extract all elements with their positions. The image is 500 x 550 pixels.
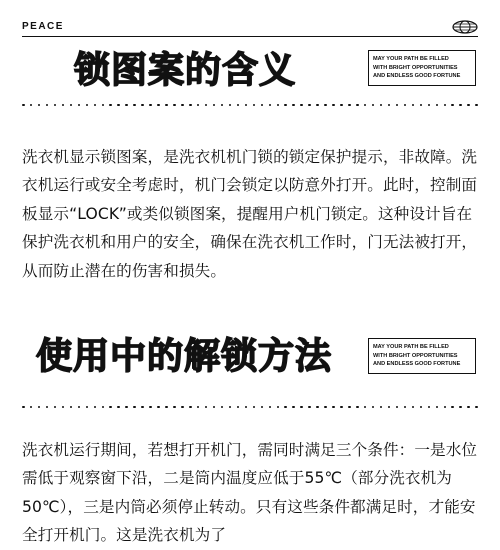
- divider-dot: [109, 406, 112, 409]
- divider-dot: [300, 104, 303, 107]
- divider-dot: [181, 406, 184, 409]
- divider-dot: [133, 406, 136, 409]
- divider-dot: [141, 406, 144, 409]
- divider-dot: [253, 406, 256, 409]
- divider-dot: [412, 104, 415, 107]
- divider-dot: [372, 406, 375, 409]
- divider-dot: [229, 104, 232, 107]
- divider-dot: [467, 104, 470, 107]
- divider-dot: [396, 104, 399, 107]
- top-bar: [22, 20, 478, 36]
- divider-dot: [197, 406, 200, 409]
- divider-dot: [364, 104, 367, 107]
- divider-dot: [308, 406, 311, 409]
- divider-dot: [78, 406, 81, 409]
- divider-dot: [86, 406, 89, 409]
- divider-dot: [30, 406, 33, 409]
- unlock-method-paragraph: 洗衣机运行期间，若想打开机门，需同时满足三个条件：一是水位需低于观察窗下沿，二是筒内温度应低于55℃（部分洗衣机为50℃），三是内筒必须停止转动。只有这些条件都满足时，才能安全打开机门。这是洗衣机为了: [22, 441, 478, 545]
- divider-dot: [459, 104, 462, 107]
- divider-dot: [109, 104, 112, 107]
- divider-dot: [213, 104, 216, 107]
- divider-dot: [332, 406, 335, 409]
- divider-dot: [348, 406, 351, 409]
- divider-dot: [261, 104, 264, 107]
- divider-dot: [436, 406, 439, 409]
- divider-dot: [467, 406, 470, 409]
- divider-dot: [316, 406, 319, 409]
- divider-dot: [62, 104, 65, 107]
- divider-dot: [356, 406, 359, 409]
- divider-dot: [237, 104, 240, 107]
- divider-dot: [102, 406, 105, 409]
- divider-dot: [173, 406, 176, 409]
- divider-dot: [428, 406, 431, 409]
- divider-dot: [78, 104, 81, 107]
- divider-dot: [245, 104, 248, 107]
- divider-dot: [165, 104, 168, 107]
- divider-dot: [364, 406, 367, 409]
- globe-icon: [452, 20, 478, 34]
- divider-dot: [221, 406, 224, 409]
- divider-dot: [141, 104, 144, 107]
- divider-dot: [356, 104, 359, 107]
- divider-dot: [340, 104, 343, 107]
- dotted-divider: [22, 103, 478, 107]
- divider-dot: [475, 406, 478, 409]
- divider-dot: [436, 104, 439, 107]
- divider-dot: [380, 104, 383, 107]
- divider-dot: [125, 104, 128, 107]
- divider-dot: [133, 104, 136, 107]
- divider-dot: [149, 406, 152, 409]
- divider-dot: [22, 104, 25, 107]
- divider-dot: [388, 406, 391, 409]
- section-title-lock-meaning: 锁图案的含义: [74, 50, 297, 91]
- divider-dot: [221, 104, 224, 107]
- motto-box: MAY YOUR PATH BE FILLED WITH BRIGHT OPPORTUNITIES AND ENDLESS GOOD FORTUNE: [368, 338, 476, 374]
- divider-dot: [54, 104, 57, 107]
- divider-dot: [70, 104, 73, 107]
- divider-dot: [475, 104, 478, 107]
- divider-dot: [284, 104, 287, 107]
- divider-dot: [459, 406, 462, 409]
- divider-dot: [324, 406, 327, 409]
- divider-dot: [380, 406, 383, 409]
- divider-dot: [269, 104, 272, 107]
- divider-dot: [404, 104, 407, 107]
- divider-dot: [181, 104, 184, 107]
- divider-dot: [332, 104, 335, 107]
- divider-dot: [451, 406, 454, 409]
- divider-dot: [157, 104, 160, 107]
- divider-dot: [284, 406, 287, 409]
- divider-dot: [277, 104, 280, 107]
- divider-dot: [396, 406, 399, 409]
- motto-box: MAY YOUR PATH BE FILLED WITH BRIGHT OPPORTUNITIES AND ENDLESS GOOD FORTUNE: [368, 50, 476, 86]
- divider-dot: [372, 104, 375, 107]
- divider-dot: [70, 406, 73, 409]
- divider-dot: [102, 104, 105, 107]
- divider-dot: [54, 406, 57, 409]
- divider-dot: [261, 406, 264, 409]
- divider-dot: [205, 406, 208, 409]
- lock-meaning-paragraph: 洗衣机显示锁图案，是洗衣机机门锁的锁定保护提示，非故障。洗衣机运行或安全考虑时，机门会锁定以防意外打开。此时，控制面板显示“LOCK”或类似锁图案，提醒用户机门锁定。这种设计旨在保护洗衣机和用户的安全，确保在洗衣机工作时，门无法被打开，从而防止潜在的伤害和损失。: [22, 148, 478, 280]
- dotted-divider: [22, 405, 478, 409]
- divider-dot: [125, 406, 128, 409]
- divider-dot: [22, 406, 25, 409]
- divider-dot: [165, 406, 168, 409]
- divider-dot: [444, 104, 447, 107]
- divider-dot: [149, 104, 152, 107]
- divider-dot: [277, 406, 280, 409]
- divider-dot: [197, 104, 200, 107]
- divider-dot: [46, 406, 49, 409]
- divider-dot: [205, 104, 208, 107]
- divider-dot: [237, 406, 240, 409]
- divider-dot: [269, 406, 272, 409]
- divider-dot: [316, 104, 319, 107]
- divider-dot: [30, 104, 33, 107]
- brand-label: PEACE: [22, 21, 64, 32]
- divider-dot: [348, 104, 351, 107]
- divider-dot: [117, 406, 120, 409]
- divider-dot: [292, 406, 295, 409]
- divider-dot: [245, 406, 248, 409]
- divider-dot: [324, 104, 327, 107]
- section-title-unlock-method: 使用中的解锁方法: [36, 336, 333, 377]
- divider-dot: [46, 104, 49, 107]
- divider-dot: [189, 406, 192, 409]
- divider-dot: [38, 104, 41, 107]
- divider-dot: [253, 104, 256, 107]
- divider-dot: [404, 406, 407, 409]
- divider-dot: [94, 406, 97, 409]
- header-rule: [22, 36, 478, 37]
- divider-dot: [444, 406, 447, 409]
- divider-dot: [157, 406, 160, 409]
- divider-dot: [420, 104, 423, 107]
- divider-dot: [428, 104, 431, 107]
- divider-dot: [229, 406, 232, 409]
- divider-dot: [94, 104, 97, 107]
- divider-dot: [173, 104, 176, 107]
- divider-dot: [189, 104, 192, 107]
- divider-dot: [62, 406, 65, 409]
- divider-dot: [300, 406, 303, 409]
- divider-dot: [451, 104, 454, 107]
- divider-dot: [308, 104, 311, 107]
- divider-dot: [38, 406, 41, 409]
- divider-dot: [213, 406, 216, 409]
- divider-dot: [412, 406, 415, 409]
- divider-dot: [292, 104, 295, 107]
- divider-dot: [117, 104, 120, 107]
- divider-dot: [388, 104, 391, 107]
- divider-dot: [340, 406, 343, 409]
- divider-dot: [420, 406, 423, 409]
- divider-dot: [86, 104, 89, 107]
